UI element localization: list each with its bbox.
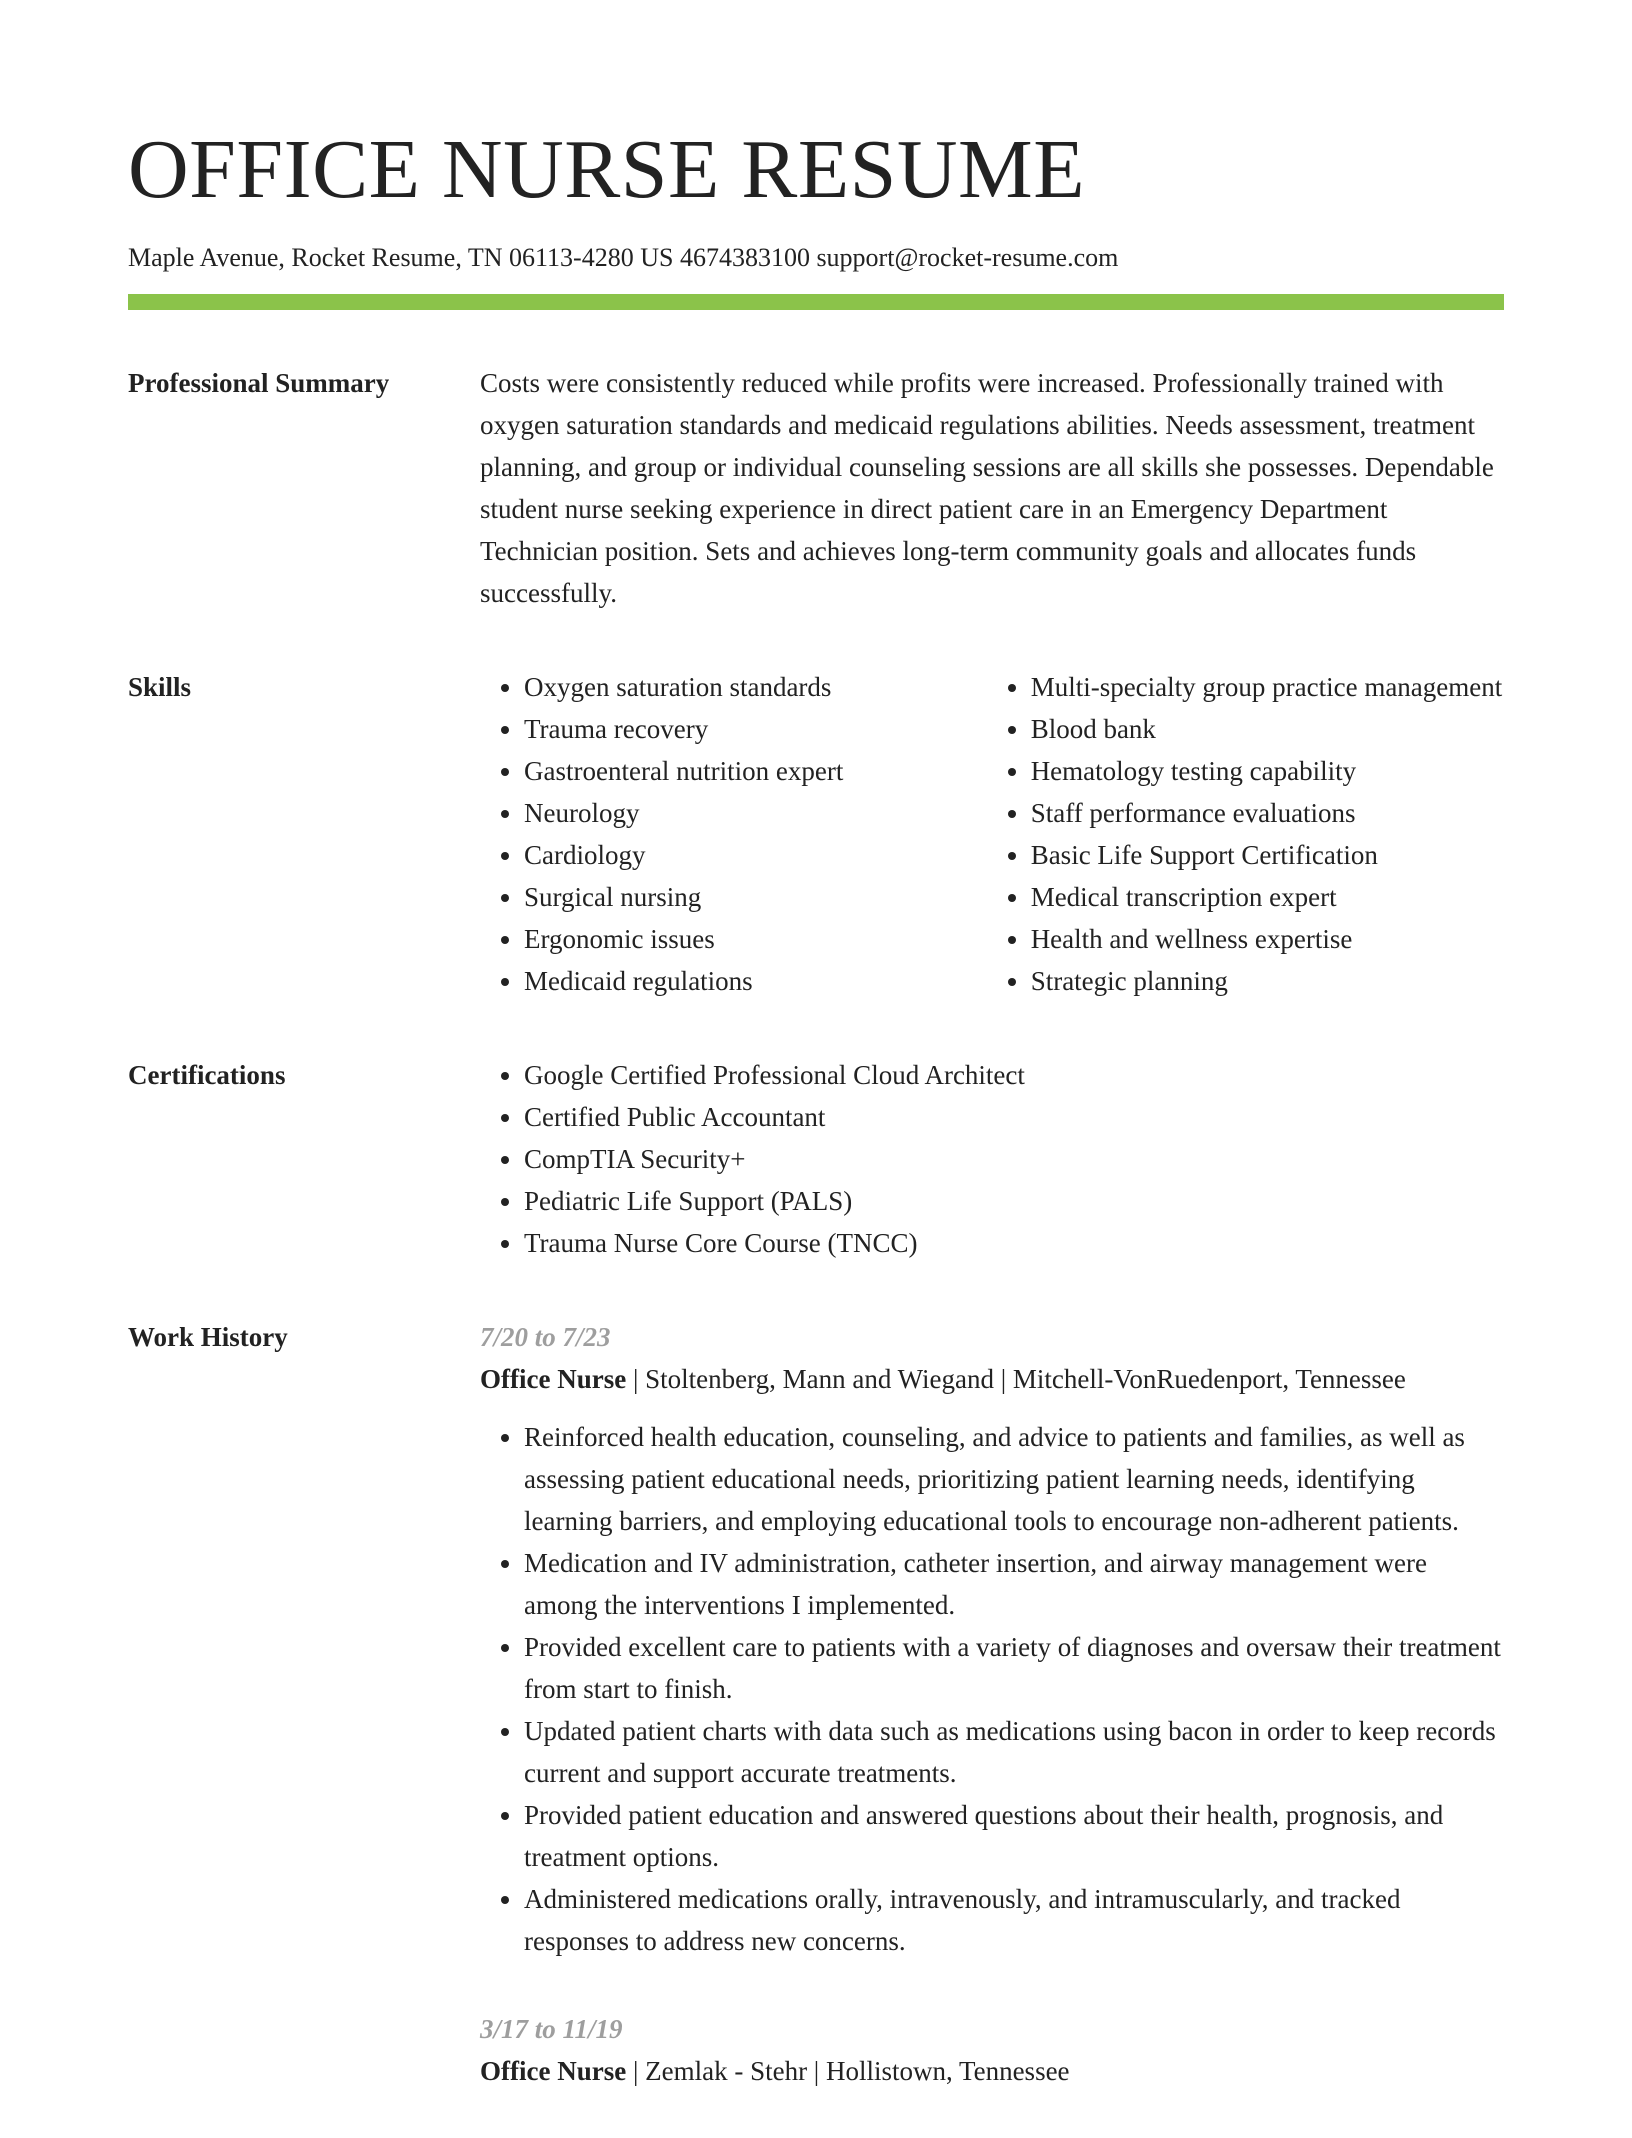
job-duty-item: • Administered medications orally, intravenously, and intramuscularly, and tracked responses to address new concerns. — [524, 1878, 1504, 1962]
certification-item: • Certified Public Accountant — [524, 1096, 1504, 1138]
skills-list-left — [480, 666, 943, 1002]
contact-info: Maple Avenue, Rocket Resume, TN 06113-4280 US 4674383100 support@rocket-resume.com — [128, 243, 1119, 272]
skill-item: • Hematology testing capability — [1031, 750, 1504, 792]
skill-item: • Multi-specialty group practice management — [1031, 666, 1504, 708]
jobs-container — [480, 1316, 1504, 2138]
summary-text: Costs were consistently reduced while profits were increased. Professionally trained with oxygen saturation standards and medicaid regulations abilities. Needs assessment, treatment planning, and group or individual counseling sessions are all skills she possesses. Dependable student nurse seeking experience in direct patient care in an Emergency Department Technician position. Sets and achieves long-term community goals and allocates funds successfully. — [480, 368, 1494, 608]
skill-item: • Staff performance evaluations — [1031, 792, 1504, 834]
certification-item: • Pediatric Life Support (PALS) — [524, 1180, 1504, 1222]
summary-label: Professional Summary — [128, 368, 390, 398]
skill-item: • Basic Life Support Certification — [1031, 834, 1504, 876]
job-entry — [480, 2008, 1504, 2092]
skills-label: Skills — [128, 672, 192, 702]
job-title: Office Nurse — [480, 2056, 627, 2086]
skill-item: • Neurology — [524, 792, 943, 834]
work-history-label: Work History — [128, 1322, 288, 1352]
skill-item: • Blood bank — [1031, 708, 1504, 750]
skill-item: • Trauma recovery — [524, 708, 943, 750]
skill-item: • Gastroenteral nutrition expert — [524, 750, 943, 792]
work-history-section — [128, 1316, 1504, 2138]
skill-item: • Cardiology — [524, 834, 943, 876]
certifications-list — [480, 1054, 1504, 1264]
job-title: Office Nurse — [480, 1364, 627, 1394]
job-duty-item: • Provided excellent care to patients with a variety of diagnoses and oversaw their treatment from start to finish. — [524, 1626, 1504, 1710]
job-dates: 7/20 to 7/23 — [480, 1322, 611, 1352]
job-employer-location: | Zemlak - Stehr | Hollistown, Tennessee — [626, 2056, 1070, 2086]
skill-item: • Medical transcription expert — [1031, 876, 1504, 918]
job-employer-location: | Stoltenberg, Mann and Wiegand | Mitchell-VonRuedenport, Tennessee — [626, 1364, 1406, 1394]
skill-item: • Health and wellness expertise — [1031, 918, 1504, 960]
job-dates: 3/17 to 11/19 — [480, 2014, 623, 2044]
job-duty-item: • Reinforced health education, counseling, and advice to patients and families, as well as assessing patient educational needs, prioritizing patient learning needs, identifying learning barriers, and employing educational tools to encourage non-adherent patients. — [524, 1416, 1504, 1542]
job-duty-item: • Provided patient education and answered questions about their health, prognosis, and treatment options. — [524, 1794, 1504, 1878]
skills-section — [128, 666, 1504, 1002]
certification-item: • Trauma Nurse Core Course (TNCC) — [524, 1222, 1504, 1264]
skill-item: • Medicaid regulations — [524, 960, 943, 1002]
certification-item: • Google Certified Professional Cloud Architect — [524, 1054, 1504, 1096]
skills-list-right — [987, 666, 1504, 1002]
accent-divider — [128, 294, 1504, 310]
certifications-label: Certifications — [128, 1060, 286, 1090]
skill-item: • Ergonomic issues — [524, 918, 943, 960]
resume-title: OFFICE NURSE RESUME — [128, 123, 1086, 216]
certification-item: • CompTIA Security+ — [524, 1138, 1504, 1180]
job-duties-list — [480, 1416, 1504, 1962]
skill-item: • Surgical nursing — [524, 876, 943, 918]
job-heading — [480, 2050, 1504, 2092]
skill-item: • Strategic planning — [1031, 960, 1504, 1002]
job-duty-item: • Updated patient charts with data such as medications using bacon in order to keep records current and support accurate treatments. — [524, 1710, 1504, 1794]
certifications-section — [128, 1054, 1504, 1264]
job-duty-item: • Medication and IV administration, catheter insertion, and airway management were among the interventions I implemented. — [524, 1542, 1504, 1626]
summary-section — [128, 362, 1504, 614]
job-heading — [480, 1358, 1504, 1400]
job-entry — [480, 1316, 1504, 1962]
skill-item: • Oxygen saturation standards — [524, 666, 943, 708]
